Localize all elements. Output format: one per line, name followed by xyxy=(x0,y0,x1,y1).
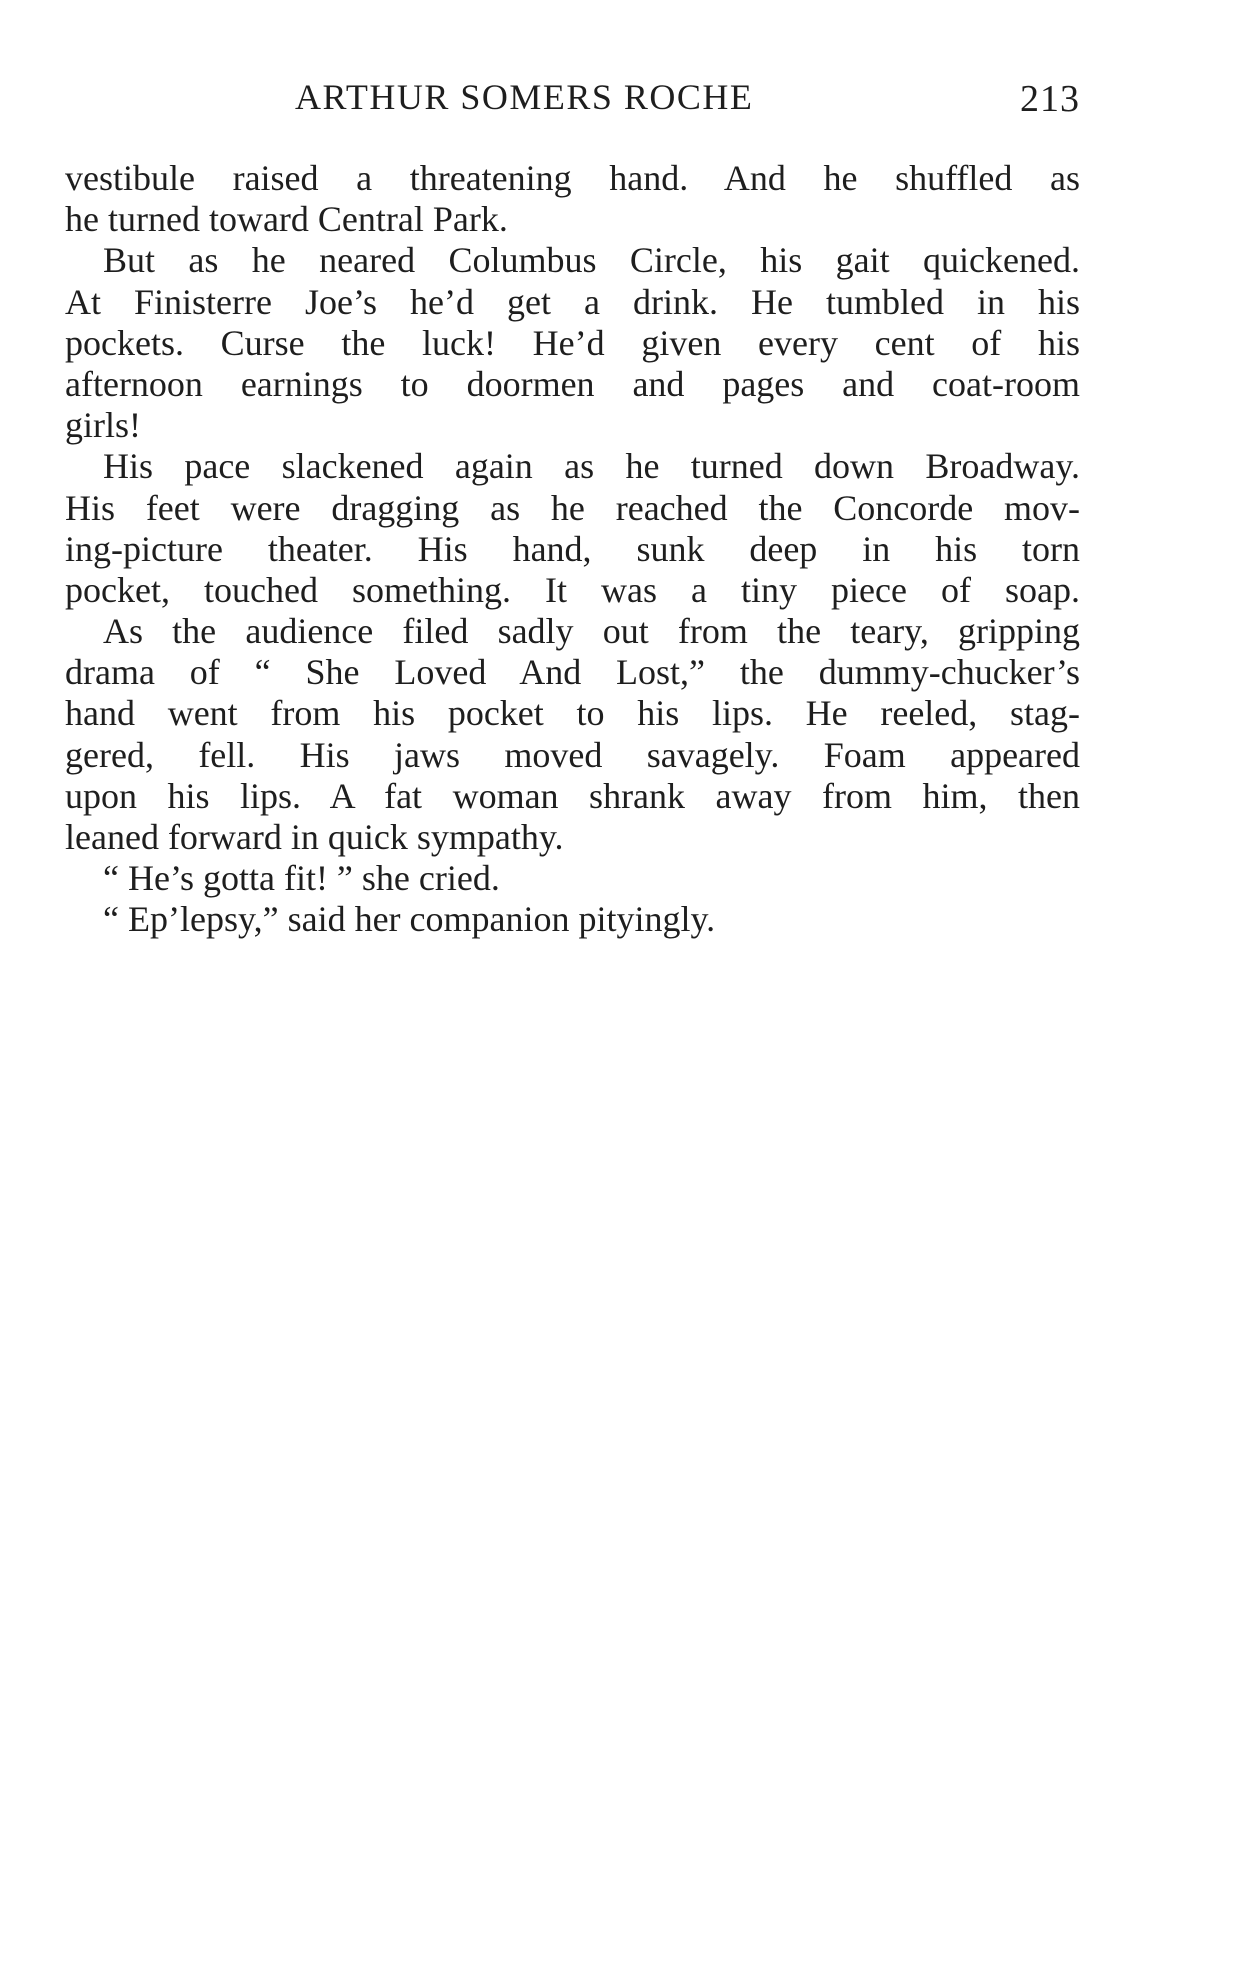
text-line: But as he neared Columbus Circle, his gait quickened. xyxy=(103,240,1080,281)
text-line: “ He’s gotta fit! ” she cried. xyxy=(103,858,500,899)
text-line: drama of “ She Loved And Lost,” the dummy-chucker’s xyxy=(65,652,1080,693)
running-head: ARTHUR SOMERS ROCHE xyxy=(295,77,754,117)
text-line: ing-picture theater. His hand, sunk deep in his torn xyxy=(65,528,1080,569)
text-line: afternoon earnings to doormen and pages and coat-room xyxy=(65,363,1080,404)
body-text xyxy=(65,158,1080,941)
text-line: vestibule raised a threatening hand. And he shuffled as xyxy=(65,158,1080,198)
text-line: pocket, touched something. It was a tiny piece of soap. xyxy=(65,569,1080,610)
text-line: His feet were dragging as he reached the Concorde mov- xyxy=(65,487,1080,528)
text-line: “ Ep’lepsy,” said her companion pityingly. xyxy=(103,899,716,940)
page-number: 213 xyxy=(1020,78,1080,120)
text-line: pockets. Curse the luck! He’d given every cent of his xyxy=(65,322,1080,363)
text-line: upon his lips. A fat woman shrank away from him, then xyxy=(65,775,1080,816)
text-line: leaned forward in quick sympathy. xyxy=(65,817,564,857)
text-line: girls! xyxy=(65,405,141,446)
page-header xyxy=(65,72,1085,122)
text-line: hand went from his pocket to his lips. He reeled, stag- xyxy=(65,693,1080,734)
text-line: As the audience filed sadly out from the teary, gripping xyxy=(103,611,1080,652)
text-line: gered, fell. His jaws moved savagely. Foam appeared xyxy=(65,734,1080,775)
text-line: His pace slackened again as he turned down Broadway. xyxy=(103,446,1080,487)
text-line: he turned toward Central Park. xyxy=(65,199,508,240)
text-line: At Finisterre Joe’s he’d get a drink. He tumbled in his xyxy=(65,281,1080,322)
